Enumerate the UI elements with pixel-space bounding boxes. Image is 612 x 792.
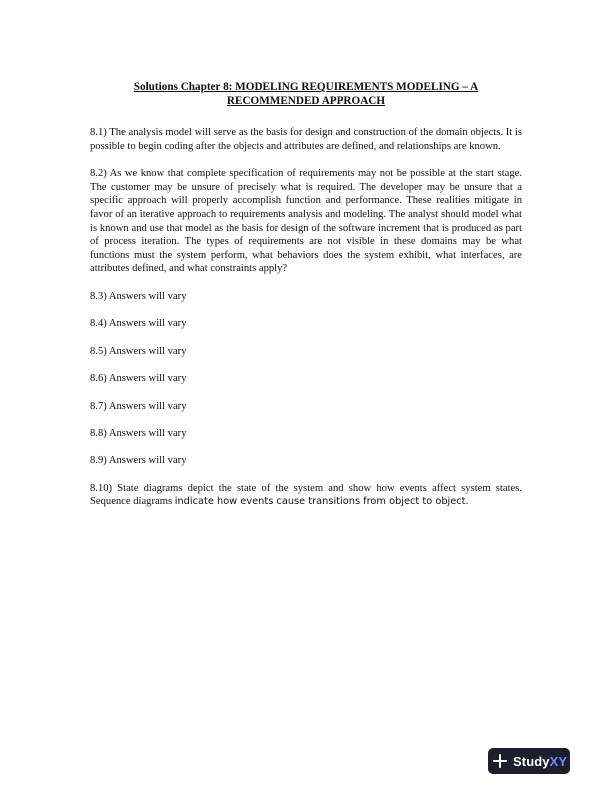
page-title <box>90 80 522 108</box>
paragraph-8-10-part-b: indicate how events cause transitions from object to object. <box>174 496 469 508</box>
logo-text-accent: XY <box>549 753 568 769</box>
paragraph-8-6: 8.6) Answers will vary <box>90 373 187 385</box>
logo-text-main: Study <box>513 753 550 769</box>
paragraph-8-2: 8.2) As we know that complete specification of requirements may not be possible at the start stage. The customer may be unsure of precisely what is required. The developer may be unsure that a specific approach will properly accomplish function and performance. These realities mitigate in favor of an iterative approach to requirements analysis and modeling. The analyst should model what is known and use that model as the basis for design of the software increment that is produced as part of process iteration. The types of requirements are not visible in these domains may be what functions must the system perform, what behaviors does the system exhibit, what interfaces, are attributes defined, and what constraints apply? <box>90 168 522 275</box>
logo-text <box>513 754 567 769</box>
document-body <box>90 126 522 523</box>
paragraph-8-1: 8.1) The analysis model will serve as the basis for design and construction of the domain objects. It is possible to begin coding after the objects and attributes are defined, and relationships are known. <box>90 127 522 152</box>
paragraph-8-5: 8.5) Answers will vary <box>90 345 187 357</box>
paragraph-8-10 <box>90 482 522 509</box>
paragraph-8-4: 8.4) Answers will vary <box>90 318 187 330</box>
plus-icon <box>493 754 507 768</box>
title-line-1: Solutions Chapter 8: MODELING REQUIREMENTS MODELING – A <box>133 81 479 93</box>
paragraph-8-9: 8.9) Answers will vary <box>90 455 187 467</box>
paragraph-8-10-part-a: 8.10) State diagrams depict the state of the system and show how events affect system states. Sequence diagrams <box>90 482 522 508</box>
paragraph-8-7: 8.7) Answers will vary <box>90 400 187 412</box>
title-line-2: RECOMMENDED APPROACH <box>226 95 386 107</box>
paragraph-8-3: 8.3) Answers will vary <box>90 290 187 302</box>
studyxy-logo <box>488 748 570 774</box>
paragraph-8-8: 8.8) Answers will vary <box>90 427 187 439</box>
